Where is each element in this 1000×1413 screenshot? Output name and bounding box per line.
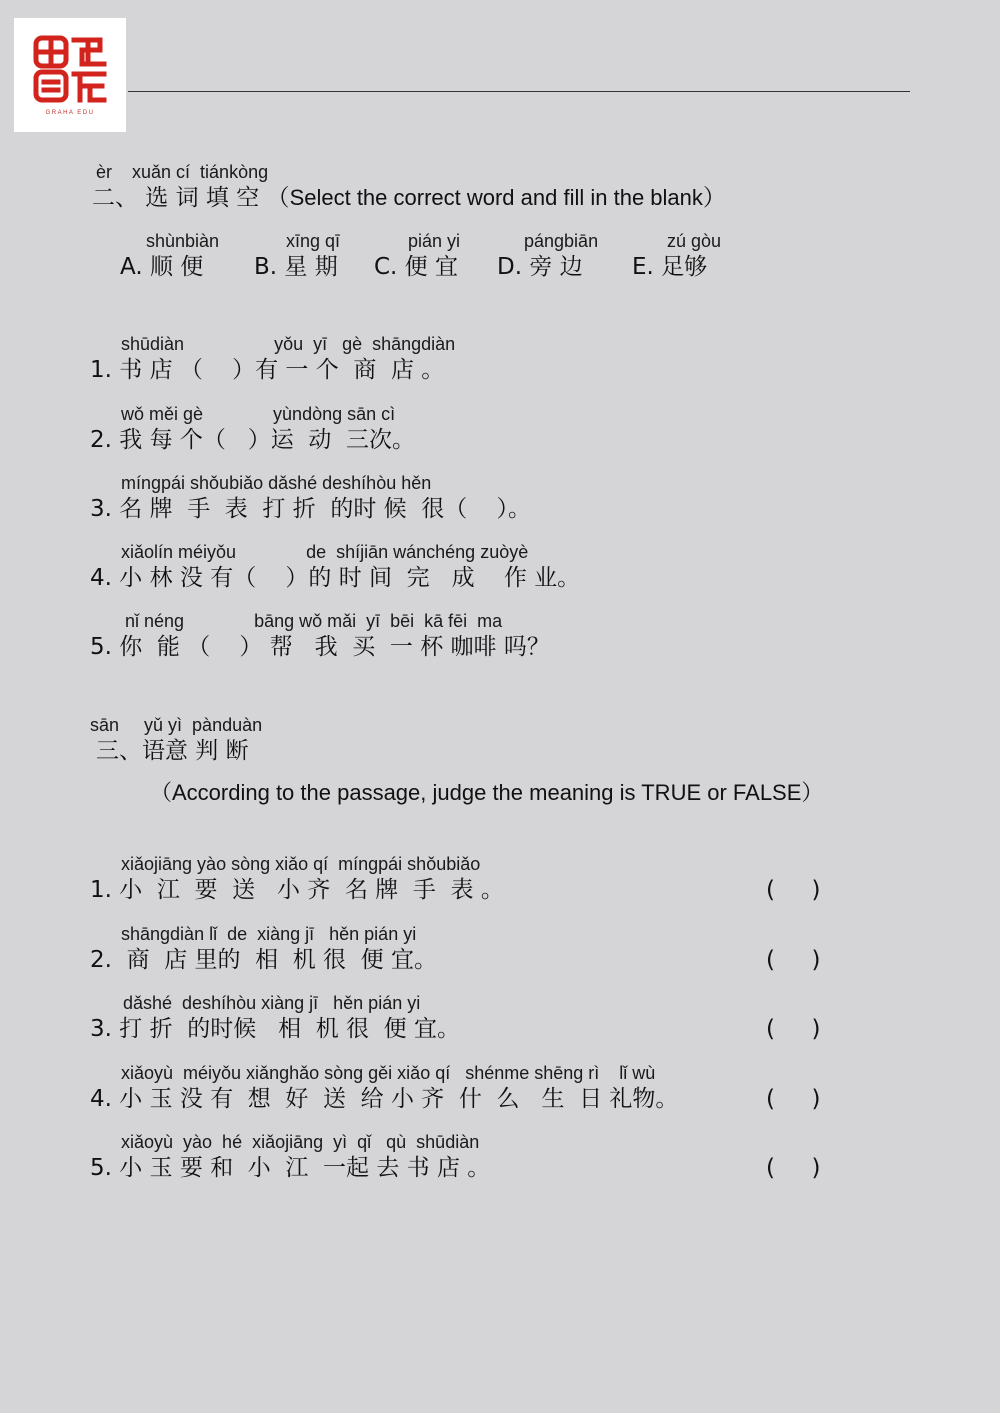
s3-q1-text: 1. 小 江 要 送 小 齐 名 牌 手 表 。 <box>90 877 504 903</box>
logo <box>14 18 126 132</box>
s3-q3-text: 3. 打 折 的时候 相 机 很 便 宜。 <box>90 1016 460 1042</box>
option-c: C. 便 宜 <box>374 254 458 280</box>
section2-heading <box>92 184 726 212</box>
option-d: D. 旁 边 <box>497 254 583 280</box>
s2-q3-text: 3. 名 牌 手 表 打 折 的时 候 很（ ）。 <box>90 496 532 522</box>
header-rule <box>128 91 910 92</box>
s3-q2-answer-blank[interactable]: ( ) <box>766 947 821 973</box>
s3-q4-answer-blank[interactable]: ( ) <box>766 1086 821 1112</box>
s3-q5-answer-blank[interactable]: ( ) <box>766 1155 821 1181</box>
s2-q4-text: 4. 小 林 没 有（ ）的 时 间 完 成 作 业。 <box>90 565 581 591</box>
option-d-pinyin: pángbiān <box>524 231 599 251</box>
section3-heading: 三、语意 判 断 <box>96 738 249 764</box>
s2-q5-pinyin: nǐ néng bāng wǒ mǎi yī bēi kā fēi ma <box>125 611 503 631</box>
s2-q1-text: 1. 书 店 （ ）有 一 个 商 店 。 <box>90 357 445 383</box>
section2-instruction: Select the correct word and fill in the blank <box>289 185 703 210</box>
section2-close: ） <box>702 185 726 211</box>
option-e-pinyin: zú gòu <box>667 231 722 251</box>
option-b-pinyin: xīng qī <box>286 231 341 251</box>
logo-seal-icon <box>32 34 108 104</box>
option-b: B. 星 期 <box>254 254 338 280</box>
section2-heading-text: 二、 选 词 填 空 （ <box>92 185 290 211</box>
s3-q4-pinyin: xiǎoyù méiyǒu xiǎnghǎo sòng gěi xiǎo qí shénme shēng rì lǐ wù <box>121 1063 656 1083</box>
section3-instruction: （According to the passage, judge the meaning is TRUE or FALSE） <box>150 780 824 805</box>
s3-q5-text: 5. 小 玉 要 和 小 江 一起 去 书 店 。 <box>90 1155 491 1181</box>
s3-q2-text: 2. 商 店 里的 相 机 很 便 宜。 <box>90 947 437 973</box>
s2-q1-pinyin: shūdiàn yǒu yī gè shāngdiàn <box>121 334 456 354</box>
s3-q2-pinyin: shāngdiàn lǐ de xiàng jī hěn pián yi <box>121 924 417 944</box>
s3-q5-pinyin: xiǎoyù yào hé xiǎojiāng yì qǐ qù shūdiàn <box>121 1132 480 1152</box>
s2-q4-pinyin: xiǎolín méiyǒu de shíjiān wánchéng zuòyè <box>121 542 529 562</box>
s2-q2-pinyin: wǒ měi gè yùndòng sān cì <box>121 404 396 424</box>
option-a-pinyin: shùnbiàn <box>146 231 220 251</box>
s3-q1-answer-blank[interactable]: ( ) <box>766 877 821 903</box>
s2-q2-text: 2. 我 每 个（ ）运 动 三次。 <box>90 427 416 453</box>
s3-q3-answer-blank[interactable]: ( ) <box>766 1016 821 1042</box>
s3-q4-text: 4. 小 玉 没 有 想 好 送 给 小 齐 什 么 生 日 礼物。 <box>90 1086 679 1112</box>
option-c-pinyin: pián yi <box>408 231 461 251</box>
option-e: E. 足够 <box>632 254 708 280</box>
s2-q5-text: 5. 你 能 （ ） 帮 我 买 一 杯 咖啡 吗？ <box>90 634 550 660</box>
s3-q1-pinyin: xiǎojiāng yào sòng xiǎo qí míngpái shǒubiǎo <box>121 854 481 874</box>
s2-q3-pinyin: míngpái shǒubiǎo dǎshé deshíhòu hěn <box>121 473 432 493</box>
section3-pinyin: sān yǔ yì pànduàn <box>90 715 263 735</box>
section2-pinyin: èr xuǎn cí tiánkòng <box>96 162 269 182</box>
option-a: A. 顺 便 <box>120 254 204 280</box>
logo-caption: GRAHA EDU <box>45 110 95 116</box>
s3-q3-pinyin: dǎshé deshíhòu xiàng jī hěn pián yi <box>123 993 421 1013</box>
